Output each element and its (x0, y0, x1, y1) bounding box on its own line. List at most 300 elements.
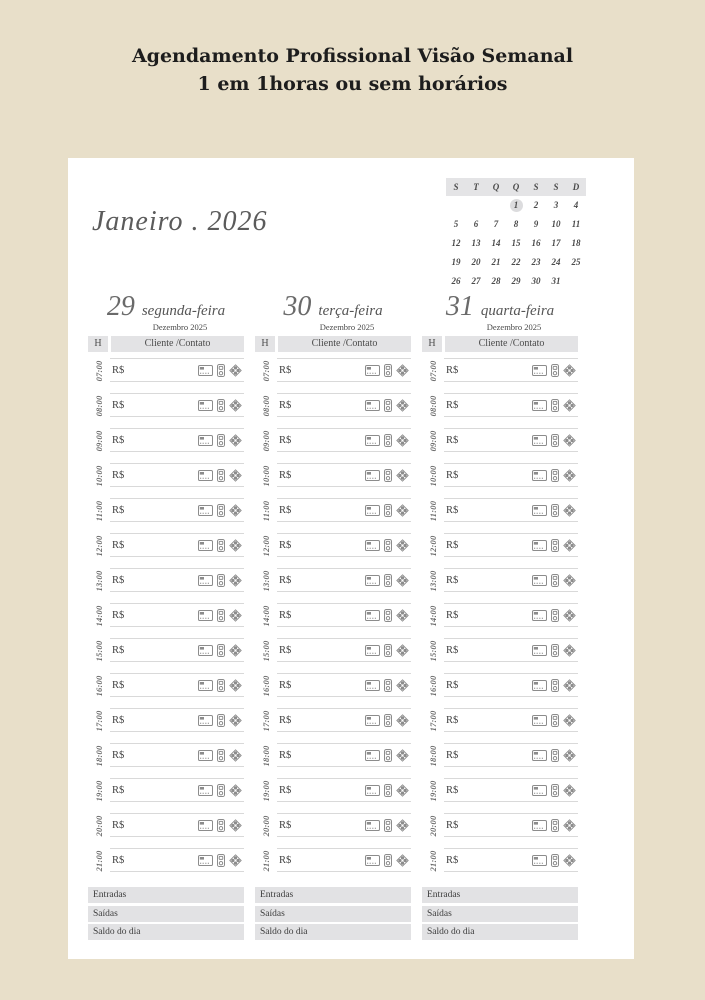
mini-calendar-weekday: S (553, 182, 559, 192)
currency-label: R$ (279, 854, 292, 866)
time-label: 11:00 (428, 500, 438, 522)
payment-icons (198, 504, 242, 517)
hour-column-header: H (422, 336, 442, 352)
card-machine-icon (217, 854, 225, 867)
credit-card-icon (198, 820, 213, 831)
client-column-header: Cliente /Contato (111, 336, 244, 352)
pix-icon (563, 609, 576, 622)
pix-icon (229, 364, 242, 377)
credit-card-icon (198, 540, 213, 551)
slot-entry-line (444, 849, 578, 872)
payment-icons (532, 539, 576, 552)
pix-icon (563, 539, 576, 552)
time-slot-row (428, 393, 578, 428)
day-summary (88, 887, 244, 940)
slot-entry-line (277, 779, 411, 802)
time-slot-row (261, 498, 411, 533)
pix-icon (563, 469, 576, 482)
currency-label: R$ (446, 609, 459, 621)
mini-calendar-day[interactable]: 4 (573, 200, 579, 210)
time-label: 14:00 (261, 605, 271, 627)
currency-label: R$ (112, 784, 125, 796)
time-slot-row (428, 813, 578, 848)
currency-label: R$ (446, 539, 459, 551)
currency-label: R$ (446, 714, 459, 726)
time-label: 12:00 (261, 535, 271, 557)
time-slot-row (94, 393, 244, 428)
slot-entry-line (110, 744, 244, 767)
pix-icon (396, 364, 409, 377)
slot-entry-line (444, 394, 578, 417)
slot-entry-line (444, 569, 578, 592)
slot-entry-line (444, 359, 578, 382)
summary-row: Saídas (255, 906, 411, 922)
summary-row: Saldo do dia (88, 924, 244, 940)
time-slot-row (261, 603, 411, 638)
payment-icons (198, 399, 242, 412)
currency-label: R$ (446, 504, 459, 516)
card-machine-icon (384, 574, 392, 587)
currency-label: R$ (446, 399, 459, 411)
credit-card-icon (365, 820, 380, 831)
slot-entry-line (444, 814, 578, 837)
pix-icon (396, 609, 409, 622)
credit-card-icon (532, 575, 547, 586)
credit-card-icon (365, 715, 380, 726)
card-machine-icon (217, 539, 225, 552)
currency-label: R$ (446, 679, 459, 691)
time-slot-row (94, 813, 244, 848)
payment-icons (365, 854, 409, 867)
mini-calendar-day[interactable]: 5 (453, 219, 459, 229)
mini-calendar-day[interactable]: 13 (471, 238, 481, 248)
column-header (88, 336, 244, 352)
pix-icon (229, 784, 242, 797)
time-slot-row (261, 708, 411, 743)
mini-calendar-day[interactable]: 26 (451, 276, 461, 286)
day-sublabel: Dezembro 2025 (319, 322, 375, 332)
time-label: 08:00 (94, 395, 104, 417)
time-slot-row (428, 533, 578, 568)
currency-label: R$ (279, 749, 292, 761)
mini-calendar-day[interactable]: 17 (551, 238, 561, 248)
mini-calendar-day-selected[interactable]: 1 (510, 199, 523, 212)
mini-calendar-day[interactable]: 23 (531, 257, 541, 267)
card-machine-icon (384, 364, 392, 377)
credit-card-icon (532, 540, 547, 551)
pix-icon (396, 504, 409, 517)
currency-label: R$ (279, 574, 292, 586)
slot-entry-line (444, 464, 578, 487)
time-label: 17:00 (428, 710, 438, 732)
card-machine-icon (384, 714, 392, 727)
time-slot-row (261, 428, 411, 463)
slot-entry-line (277, 534, 411, 557)
card-machine-icon (217, 364, 225, 377)
column-header (255, 336, 411, 352)
page-title (0, 42, 705, 98)
pix-icon (396, 854, 409, 867)
day-summary (255, 887, 411, 940)
payment-icons (532, 644, 576, 657)
mini-calendar-day[interactable]: 19 (451, 257, 461, 267)
card-machine-icon (384, 434, 392, 447)
credit-card-icon (365, 505, 380, 516)
card-machine-icon (551, 469, 559, 482)
slot-entry-line (277, 359, 411, 382)
pix-icon (229, 574, 242, 587)
pix-icon (396, 819, 409, 832)
slot-entry-line (110, 814, 244, 837)
time-slot-row (94, 533, 244, 568)
time-label: 16:00 (94, 675, 104, 697)
payment-icons (532, 784, 576, 797)
payment-icons (365, 679, 409, 692)
column-header (422, 336, 578, 352)
card-machine-icon (551, 679, 559, 692)
payment-icons (365, 469, 409, 482)
currency-label: R$ (112, 644, 125, 656)
payment-icons (198, 854, 242, 867)
pix-icon (563, 749, 576, 762)
slot-entry-line (444, 429, 578, 452)
day-sublabel: Dezembro 2025 (152, 322, 208, 332)
mini-calendar-day[interactable]: 28 (491, 276, 501, 286)
card-machine-icon (384, 854, 392, 867)
payment-icons (198, 364, 242, 377)
time-slot-row (94, 778, 244, 813)
time-label: 10:00 (428, 465, 438, 487)
time-slot-row (94, 358, 244, 393)
slot-entry-line (444, 744, 578, 767)
pix-icon (396, 784, 409, 797)
payment-icons (198, 469, 242, 482)
time-label: 17:00 (261, 710, 271, 732)
currency-label: R$ (112, 609, 125, 621)
currency-label: R$ (279, 644, 292, 656)
pix-icon (229, 714, 242, 727)
mini-calendar-weekday: Q (512, 182, 520, 192)
pix-icon (229, 539, 242, 552)
card-machine-icon (217, 714, 225, 727)
currency-label: R$ (279, 609, 292, 621)
currency-label: R$ (446, 574, 459, 586)
currency-label: R$ (112, 364, 125, 376)
pix-icon (563, 819, 576, 832)
currency-label: R$ (279, 399, 292, 411)
time-slot-row (261, 568, 411, 603)
time-label: 17:00 (94, 710, 104, 732)
credit-card-icon (198, 470, 213, 481)
currency-label: R$ (279, 784, 292, 796)
pix-icon (229, 854, 242, 867)
day-sublabel: Dezembro 2025 (486, 322, 542, 332)
mini-calendar-day[interactable]: 16 (531, 238, 541, 248)
time-label: 21:00 (428, 850, 438, 872)
payment-icons (365, 784, 409, 797)
page-title-line1: Agendamento Profissional Visão Semanal (131, 45, 574, 67)
pix-icon (396, 434, 409, 447)
pix-icon (563, 644, 576, 657)
time-label: 10:00 (261, 465, 271, 487)
pix-icon (229, 504, 242, 517)
card-machine-icon (217, 504, 225, 517)
time-slot-row (94, 498, 244, 533)
currency-label: R$ (112, 819, 125, 831)
credit-card-icon (198, 435, 213, 446)
mini-calendar-day[interactable] (506, 196, 526, 215)
slot-entry-line (110, 499, 244, 522)
time-label: 07:00 (94, 360, 104, 382)
month-title: Janeiro . 2026 (92, 206, 268, 237)
time-slot-row (94, 708, 244, 743)
mini-calendar-day[interactable]: 6 (473, 219, 479, 229)
time-slot-row (428, 358, 578, 393)
payment-icons (198, 574, 242, 587)
slot-entry-line (110, 569, 244, 592)
day-number: 31 (445, 291, 474, 322)
mini-calendar-day[interactable]: 2 (533, 200, 539, 210)
slot-entry-line (444, 709, 578, 732)
time-label: 13:00 (94, 570, 104, 592)
mini-calendar-day (466, 196, 486, 215)
payment-icons (198, 679, 242, 692)
time-label: 16:00 (261, 675, 271, 697)
currency-label: R$ (112, 504, 125, 516)
mini-calendar-day[interactable]: 11 (571, 219, 581, 229)
pix-icon (229, 679, 242, 692)
card-machine-icon (551, 854, 559, 867)
credit-card-icon (365, 610, 380, 621)
payment-icons (365, 644, 409, 657)
time-slot-row (94, 848, 244, 883)
slot-entry-line (110, 394, 244, 417)
mini-calendar-weekday: S (533, 182, 539, 192)
slot-entry-line (277, 569, 411, 592)
time-slot-row (428, 638, 578, 673)
time-slot-row (94, 463, 244, 498)
payment-icons (532, 399, 576, 412)
time-slots (88, 358, 244, 883)
time-slot-row (428, 673, 578, 708)
time-slot-row (261, 358, 411, 393)
pix-icon (229, 644, 242, 657)
pix-icon (563, 504, 576, 517)
slot-entry-line (110, 464, 244, 487)
currency-label: R$ (112, 399, 125, 411)
credit-card-icon (532, 610, 547, 621)
credit-card-icon (365, 365, 380, 376)
slot-entry-line (277, 604, 411, 627)
card-machine-icon (384, 399, 392, 412)
card-machine-icon (551, 819, 559, 832)
time-label: 10:00 (94, 465, 104, 487)
pix-icon (396, 539, 409, 552)
currency-label: R$ (112, 679, 125, 691)
time-slot-row (94, 603, 244, 638)
time-label: 15:00 (428, 640, 438, 662)
time-slot-row (94, 428, 244, 463)
credit-card-icon (532, 680, 547, 691)
slot-entry-line (277, 744, 411, 767)
currency-label: R$ (112, 854, 125, 866)
pix-icon (229, 819, 242, 832)
day-column (88, 292, 244, 943)
slot-entry-line (277, 639, 411, 662)
time-slots (255, 358, 411, 883)
payment-icons (532, 609, 576, 622)
mini-calendar-day[interactable]: 22 (511, 257, 521, 267)
time-label: 08:00 (261, 395, 271, 417)
mini-calendar-day[interactable]: 10 (551, 219, 561, 229)
slot-entry-line (277, 849, 411, 872)
time-label: 13:00 (261, 570, 271, 592)
credit-card-icon (532, 645, 547, 656)
credit-card-icon (198, 400, 213, 411)
credit-card-icon (532, 715, 547, 726)
client-column-header: Cliente /Contato (278, 336, 411, 352)
mini-calendar-day[interactable]: 7 (493, 219, 499, 229)
pix-icon (396, 399, 409, 412)
payment-icons (365, 539, 409, 552)
pix-icon (229, 609, 242, 622)
time-slot-row (261, 848, 411, 883)
slot-entry-line (277, 429, 411, 452)
mini-calendar-day[interactable]: 21 (491, 257, 501, 267)
pix-icon (396, 469, 409, 482)
mini-calendar-day[interactable]: 12 (451, 238, 461, 248)
card-machine-icon (384, 819, 392, 832)
slot-entry-line (444, 604, 578, 627)
payment-icons (532, 854, 576, 867)
time-slot-row (261, 393, 411, 428)
payment-icons (532, 574, 576, 587)
currency-label: R$ (279, 819, 292, 831)
time-label: 09:00 (94, 430, 104, 452)
card-machine-icon (551, 609, 559, 622)
payment-icons (365, 364, 409, 377)
payment-icons (365, 399, 409, 412)
hour-column-header: H (255, 336, 275, 352)
currency-label: R$ (112, 539, 125, 551)
payment-icons (198, 644, 242, 657)
currency-label: R$ (446, 434, 459, 446)
time-label: 21:00 (94, 850, 104, 872)
credit-card-icon (532, 365, 547, 376)
credit-card-icon (198, 715, 213, 726)
pix-icon (563, 679, 576, 692)
mini-calendar-weekday: T (473, 182, 479, 192)
time-slot-row (428, 708, 578, 743)
time-slots (422, 358, 578, 883)
time-label: 11:00 (94, 500, 104, 522)
slot-entry-line (110, 604, 244, 627)
credit-card-icon (532, 470, 547, 481)
payment-icons (198, 819, 242, 832)
time-slot-row (261, 743, 411, 778)
mini-calendar-day[interactable]: 15 (511, 238, 521, 248)
card-machine-icon (217, 399, 225, 412)
card-machine-icon (551, 714, 559, 727)
slot-entry-line (277, 814, 411, 837)
payment-icons (532, 504, 576, 517)
card-machine-icon (551, 644, 559, 657)
card-machine-icon (384, 504, 392, 517)
mini-calendar-day[interactable]: 24 (551, 257, 561, 267)
mini-calendar-day[interactable]: 25 (571, 257, 581, 267)
card-machine-icon (384, 539, 392, 552)
pix-icon (396, 714, 409, 727)
time-slot-row (261, 638, 411, 673)
mini-calendar-day[interactable]: 29 (511, 276, 521, 286)
mini-calendar-day[interactable]: 3 (553, 200, 559, 210)
currency-label: R$ (279, 434, 292, 446)
credit-card-icon (198, 785, 213, 796)
credit-card-icon (365, 855, 380, 866)
page-title-line2: 1 em 1horas ou sem horários (197, 73, 508, 95)
slot-entry-line (110, 674, 244, 697)
slot-entry-line (110, 534, 244, 557)
payment-icons (198, 714, 242, 727)
day-number: 29 (106, 291, 135, 322)
mini-calendar-day (446, 196, 466, 215)
currency-label: R$ (279, 504, 292, 516)
card-machine-icon (551, 364, 559, 377)
mini-calendar-day[interactable]: 30 (531, 276, 541, 286)
time-slot-row (261, 463, 411, 498)
slot-entry-line (277, 674, 411, 697)
slot-entry-line (444, 674, 578, 697)
slot-entry-line (110, 429, 244, 452)
payment-icons (532, 469, 576, 482)
card-machine-icon (217, 469, 225, 482)
time-label: 12:00 (94, 535, 104, 557)
mini-calendar-day[interactable]: 8 (513, 219, 519, 229)
mini-calendar-day (566, 272, 586, 291)
pix-icon (229, 434, 242, 447)
slot-entry-line (110, 359, 244, 382)
time-label: 19:00 (261, 780, 271, 802)
summary-row: Entradas (255, 887, 411, 903)
credit-card-icon (198, 505, 213, 516)
day-header (255, 292, 411, 322)
card-machine-icon (384, 749, 392, 762)
mini-calendar-day[interactable]: 14 (491, 238, 501, 248)
time-label: 14:00 (428, 605, 438, 627)
card-machine-icon (217, 609, 225, 622)
summary-row: Saldo do dia (422, 924, 578, 940)
day-columns (88, 292, 579, 943)
time-label: 20:00 (94, 815, 104, 837)
pix-icon (563, 434, 576, 447)
currency-label: R$ (446, 749, 459, 761)
mini-calendar-day[interactable]: 20 (471, 257, 481, 267)
time-slot-row (428, 603, 578, 638)
summary-row: Saídas (88, 906, 244, 922)
mini-calendar-day[interactable]: 18 (571, 238, 581, 248)
credit-card-icon (365, 750, 380, 761)
day-column (422, 292, 578, 943)
day-name: quarta-feira (480, 303, 555, 319)
mini-calendar-day[interactable]: 27 (471, 276, 481, 286)
credit-card-icon (198, 645, 213, 656)
credit-card-icon (365, 785, 380, 796)
mini-calendar-day[interactable]: 9 (533, 219, 539, 229)
pix-icon (229, 749, 242, 762)
time-label: 07:00 (261, 360, 271, 382)
mini-calendar-day[interactable]: 31 (551, 276, 561, 286)
credit-card-icon (198, 365, 213, 376)
